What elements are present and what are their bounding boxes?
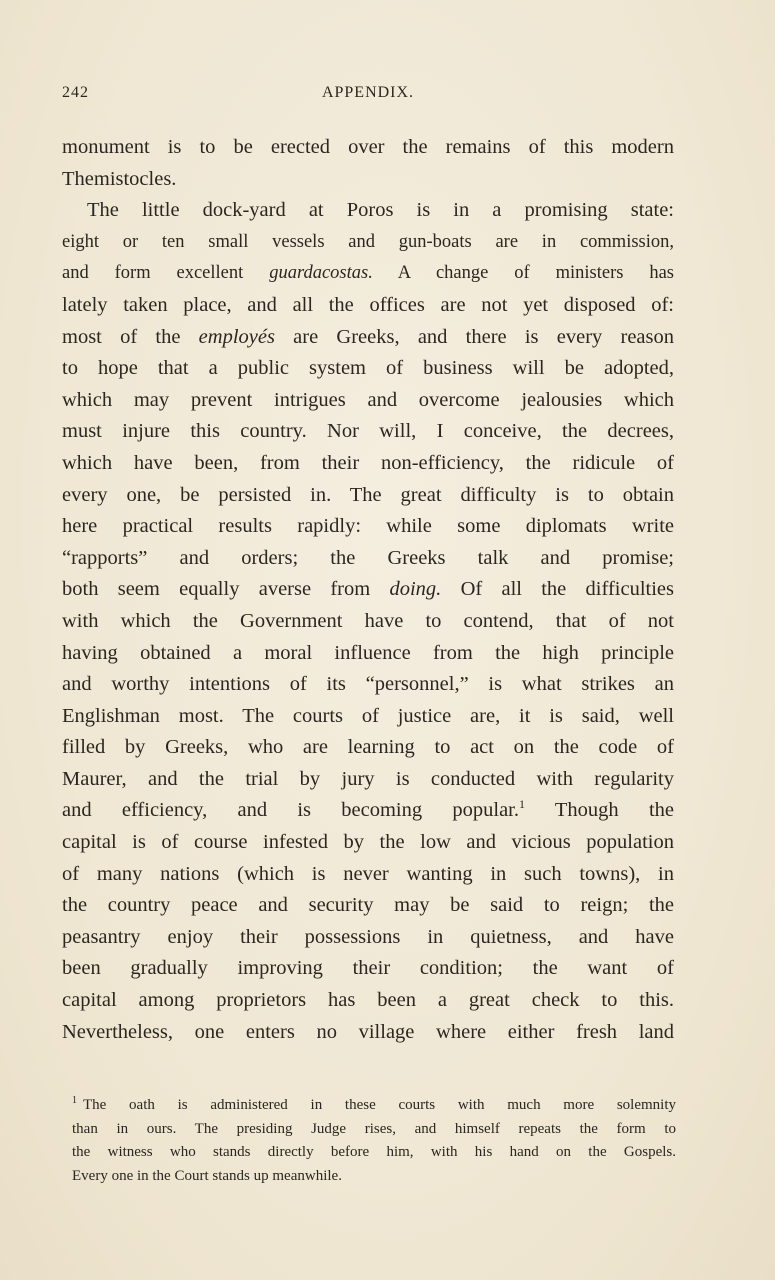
text-line: having obtained a moral influence from the high principle bbox=[62, 641, 674, 664]
text-line: Maurer, and the trial by jury is conducted with regularity bbox=[62, 767, 674, 790]
footnote-line: the witness who stands directly before him, with his hand on the Gospels. bbox=[72, 1144, 676, 1160]
text-line: to hope that a public system of business will be adopted, bbox=[62, 357, 674, 380]
footnote-mark: 1 bbox=[72, 1095, 77, 1106]
running-title: APPENDIX. bbox=[321, 84, 415, 101]
footnote-line: Every one in the Court stands up meanwhile. bbox=[72, 1167, 342, 1184]
text-line: Themistocles. bbox=[62, 167, 177, 190]
body-text bbox=[62, 132, 674, 1048]
text-line: of many nations (which is never wanting in such towns), in bbox=[62, 862, 674, 885]
italic-term: employés bbox=[198, 325, 275, 348]
italic-term: doing. bbox=[389, 578, 442, 601]
text-line: capital among proprietors has been a great check to this. bbox=[62, 989, 674, 1012]
text-segment: most of the bbox=[62, 325, 199, 348]
text-line bbox=[62, 795, 674, 827]
text-line: which may prevent intrigues and overcome jealousies which bbox=[62, 388, 674, 411]
text-line: eight or ten small vessels and gun-boats are in commission, bbox=[62, 231, 674, 252]
italic-term: guardacostas. bbox=[269, 263, 373, 284]
text-line: been gradually improving their condition; the want of bbox=[62, 957, 674, 980]
text-segment: Though the bbox=[525, 799, 674, 822]
text-line: Englishman most. The courts of justice are, it is said, well bbox=[62, 704, 674, 727]
text-segment: The oath is administered in these courts with much more solemnity bbox=[83, 1097, 676, 1113]
running-header bbox=[62, 84, 674, 108]
text-line bbox=[62, 574, 674, 606]
text-line: here practical results rapidly: while some diplomats write bbox=[62, 515, 674, 538]
text-line: lately taken place, and all the offices are not yet disposed of: bbox=[62, 293, 674, 316]
text-line: “rapports” and orders; the Greeks talk and promise; bbox=[62, 546, 674, 569]
text-line: Nevertheless, one enters no village where either fresh land bbox=[62, 1020, 674, 1043]
text-line: the country peace and security may be said to reign; the bbox=[62, 894, 674, 917]
text-line: monument is to be erected over the remains of this modern bbox=[62, 136, 674, 158]
text-segment: and efficiency, and is becoming popular. bbox=[62, 799, 520, 822]
text-segment: A change of ministers has bbox=[372, 263, 675, 284]
text-segment: are Greeks, and there is every reason bbox=[274, 325, 674, 348]
text-line: and worthy intentions of its “personnel,” is what strikes an bbox=[62, 673, 674, 696]
text-line bbox=[62, 258, 674, 290]
text-line: filled by Greeks, who are learning to act on the code of bbox=[62, 736, 674, 759]
footnote-line bbox=[72, 1094, 676, 1118]
text-line bbox=[62, 322, 674, 354]
text-segment: Of all the difficulties bbox=[441, 578, 674, 601]
paragraph-start-line: The little dock-yard at Poros is in a promising state: bbox=[87, 199, 674, 222]
text-line: every one, be persisted in. The great difficulty is to obtain bbox=[62, 483, 674, 506]
footnote-reference: 1 bbox=[519, 797, 526, 812]
footnote bbox=[72, 1094, 676, 1188]
text-line: which have been, from their non-efficiency, the ridicule of bbox=[62, 451, 674, 474]
footnote-line: than in ours. The presiding Judge rises, and himself repeats the form to bbox=[72, 1120, 676, 1137]
text-line: with which the Government have to contend, that of not bbox=[62, 609, 674, 632]
page-number: 242 bbox=[62, 84, 89, 101]
text-line: peasantry enjoy their possessions in quietness, and have bbox=[62, 925, 674, 948]
text-line: must injure this country. Nor will, I conceive, the decrees, bbox=[62, 420, 674, 443]
text-segment: and form excellent bbox=[62, 263, 270, 284]
text-line: capital is of course infested by the low and vicious population bbox=[62, 831, 674, 854]
text-segment: both seem equally averse from bbox=[62, 578, 390, 601]
